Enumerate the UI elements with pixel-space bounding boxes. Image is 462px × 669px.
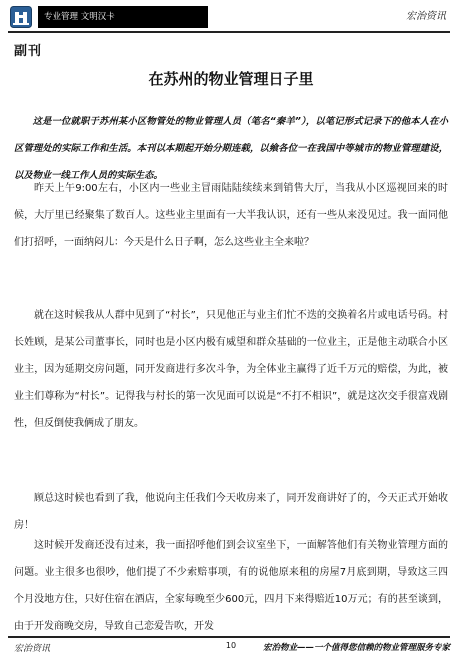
body-paragraph-4: 这时候开发商还没有过来，我一面招呼他们到会议室坐下，一面解答他们有关物业管理方面的问题。业主很多也很吵，他们提了不少索赔事项，有的说他原来租的房屋7月底到期，导致这三四个月没地方住，只好住宿在酒店，全家每晚至少600元，四月下来得赔近10万元；有的甚至谈到，由于开发商晚交房，导致自己恋爱告吹，开发 [14,540,448,632]
body-paragraph-3: 顾总这时候也看到了我，他说向主任我们今天收房来了，同开发商讲好了的，今天正式开始收房！ [14,493,448,531]
footer-publication-name: 宏治资讯 [14,644,51,654]
page-number: 10 [225,641,237,650]
footer-tagline: 宏治物业——一个值得您信赖的物业管理服务专家 [262,643,450,653]
page-header [8,6,450,28]
header-slogan: 专业管理 文明汉卡 [38,6,208,28]
body-paragraph-1: 昨天上午9:00左右，小区内一些业主冒雨陆陆续续来到销售大厅，当我从小区巡视回来的时候，大厅里已经聚集了数百人。这些业主里面有一大半我认识，还有一些从来没见过。我一面同他们打招呼，一面纳闷儿：今天是什么日子啊，怎么这些业主全来啦？ [14,183,448,248]
article-title: 在苏州的物业管理日子里 [148,70,314,88]
building-emblem-icon [10,6,32,28]
header-divider [8,31,450,33]
article-intro: 这是一位就职于苏州某小区物管处的物业管理人员（笔名“秦羊”），以笔记形式记录下的他本人在小区管理处的实际工作和生活。本刊以本期起开始分期连载，以飨各位一在我国中等城市的物业管理建设，以及物业一线工作人员的实际生态。 [14,116,448,181]
footer-divider [8,636,450,638]
header-publication-name: 宏治资讯 [406,11,446,22]
body-paragraph-2: 就在这时候我从人群中见到了“村长”，只见他正与业主们忙不迭的交换着名片或电话号码。村长姓顾，是某公司董事长，同时也是小区内极有威望和群众基础的一位业主，正是他主动联合小区业主，因为延期交房问题，同开发商进行多次斗争，为全体业主赢得了近千万元的赔偿，为此，被业主们尊称为“村长”。记得我与村长的第一次见面可以说是“不打不相识”，就是这次交手很富戏剧性，但反倒使我俩成了朋友。 [14,310,448,429]
section-label: 副刊 [14,44,43,59]
